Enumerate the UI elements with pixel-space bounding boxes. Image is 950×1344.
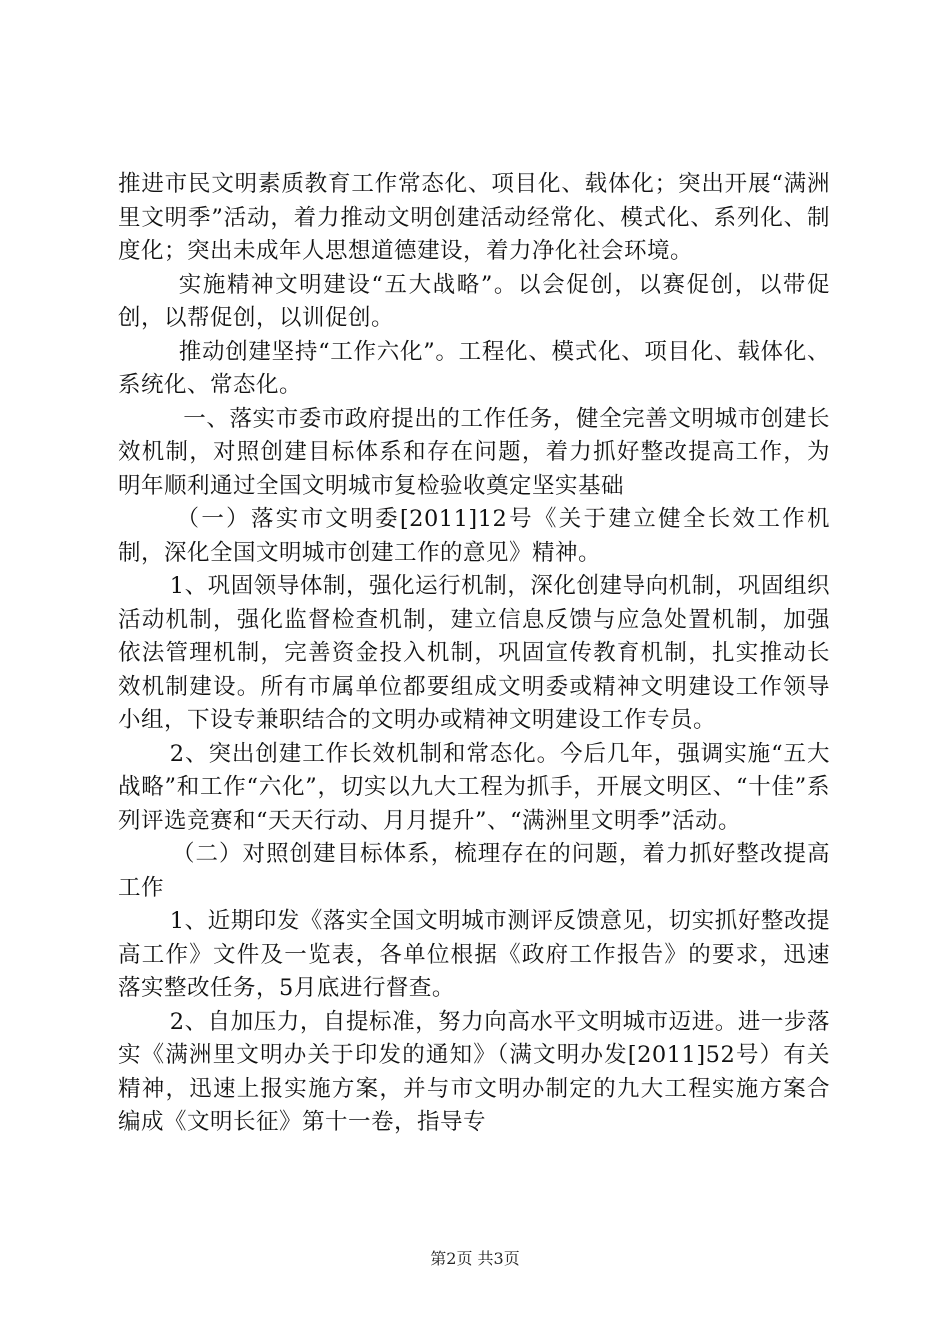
paragraph: 推动创建坚持“工作六化”。工程化、模式化、项目化、载体化、系统化、常态化。 bbox=[118, 338, 830, 398]
paragraph: 实施精神文明建设“五大战略”。以会促创，以赛促创，以带促创，以帮促创，以训促创。 bbox=[118, 271, 830, 331]
subsection-heading: （一）落实市文明委[2011]12号《关于建立健全长效工作机制，深化全国文明城市创建工作的意见》精神。 bbox=[118, 506, 830, 566]
list-item: 2、突出创建工作长效机制和常态化。今后几年，强调实施“五大战略”和工作“六化”，切实以九大工程为抓手，开展文明区、“十佳”系列评选竞赛和“天天行动、月月提升”、“满洲里文明季”活动。 bbox=[118, 740, 830, 834]
section-heading: 一、落实市委市政府提出的工作任务，健全完善文明城市创建长效机制，对照创建目标体系和存在问题，着力抓好整改提高工作，为明年顺利通过全国文明城市复检验收奠定坚实基础 bbox=[118, 405, 830, 499]
subsection-heading: （二）对照创建目标体系，梳理存在的问题，着力抓好整改提高工作 bbox=[118, 841, 830, 901]
document-body bbox=[118, 168, 830, 1140]
list-item: 1、巩固领导体制，强化运行机制，深化创建导向机制，巩固组织活动机制，强化监督检查机制，建立信息反馈与应急处置机制，加强依法管理机制，完善资金投入机制，巩固宣传教育机制，扎实推动长效机制建设。所有市属单位都要组成文明委或精神文明建设工作领导小组，下设专兼职结合的文明办或精神文明建设工作专员。 bbox=[118, 573, 830, 733]
list-item: 2、自加压力，自提标准，努力向高水平文明城市迈进。进一步落实《满洲里文明办关于印发的通知》（满文明办发[2011]52号）有关精神，迅速上报实施方案，并与市文明办制定的九大工程实施方案合编成《文明长征》第十一卷，指导专 bbox=[118, 1008, 830, 1135]
page-footer: 第2页 共3页 bbox=[430, 1249, 520, 1268]
list-item: 1、近期印发《落实全国文明城市测评反馈意见，切实抓好整改提高工作》文件及一览表，各单位根据《政府工作报告》的要求，迅速落实整改任务，5月底进行督查。 bbox=[118, 908, 830, 1001]
paragraph: 推进市民文明素质教育工作常态化、项目化、载体化；突出开展“满洲里文明季”活动，着力推动文明创建活动经常化、模式化、系列化、制度化；突出未成年人思想道德建设，着力净化社会环境。 bbox=[118, 171, 830, 264]
